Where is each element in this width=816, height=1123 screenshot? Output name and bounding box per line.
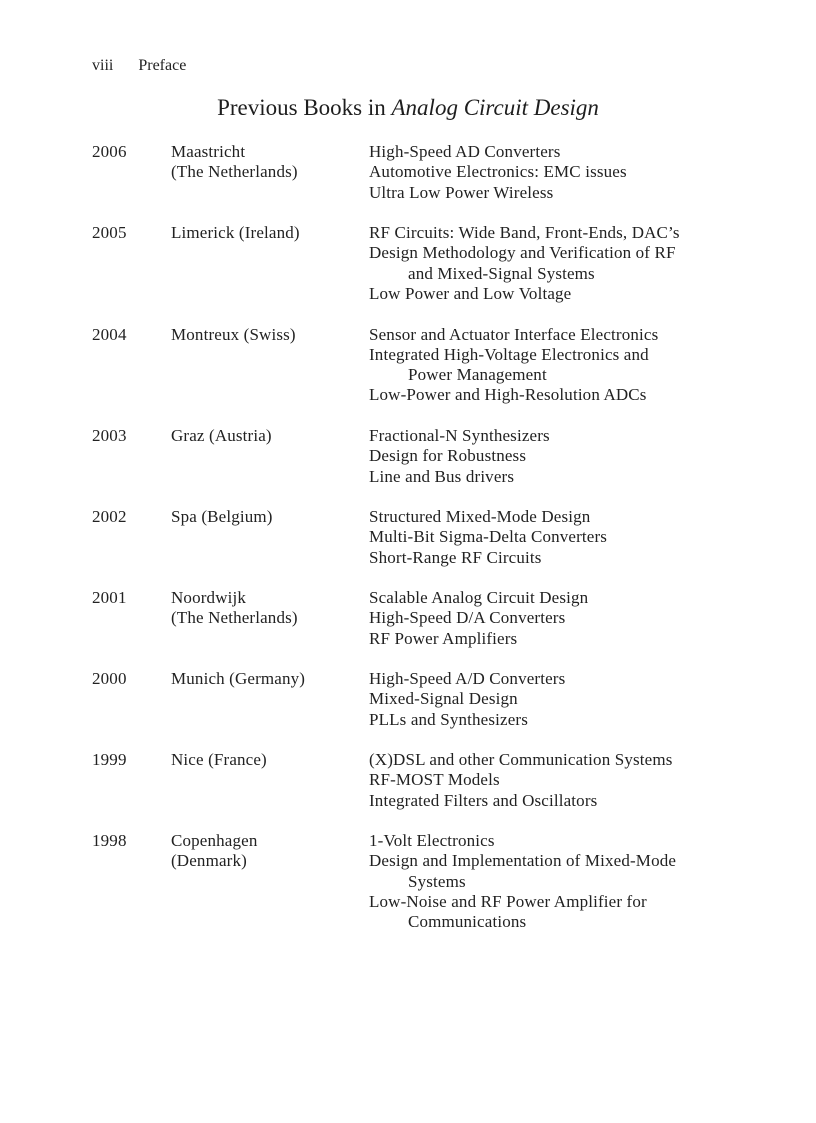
book-entry	[0, 426, 816, 507]
place-line: Maastricht	[171, 142, 246, 161]
section-title: Preface	[138, 57, 187, 74]
topic-item	[369, 710, 789, 730]
book-list	[0, 142, 816, 932]
topic-item	[369, 831, 789, 851]
entry-year: 1998	[92, 831, 127, 850]
entry-place	[171, 142, 298, 183]
topic-item	[369, 548, 789, 568]
place-line: (The Netherlands)	[171, 608, 298, 628]
topic-item	[369, 892, 789, 933]
entry-topics	[369, 669, 789, 730]
entry-place	[171, 325, 296, 345]
topic-continuation-line: Systems	[408, 871, 466, 891]
page-number: viii	[92, 57, 114, 74]
entry-topics	[369, 426, 789, 487]
entry-year: 2004	[92, 324, 127, 344]
entry-year: 2005	[92, 223, 127, 242]
place-line: Munich (Germany)	[171, 669, 306, 688]
topic-line: Ultra Low Power Wireless	[369, 182, 554, 202]
topic-item	[369, 851, 789, 892]
book-entry	[0, 142, 816, 223]
topic-line: RF Power Amplifiers	[369, 628, 518, 648]
topic-line: Design and Implementation of Mixed-Mode	[369, 851, 677, 871]
place-line: Limerick (Ireland)	[171, 223, 300, 242]
book-entry	[0, 669, 816, 750]
topic-item	[369, 750, 789, 770]
entry-place	[171, 669, 305, 689]
topic-line: Multi-Bit Sigma-Delta Converters	[369, 527, 608, 547]
topic-item	[369, 507, 789, 527]
topic-item	[369, 385, 789, 405]
topic-line: High-Speed A/D Converters	[369, 669, 566, 688]
topic-line: Low-Power and High-Resolution ADCs	[369, 385, 647, 405]
topic-line: High-Speed D/A Converters	[369, 608, 566, 628]
topic-item	[369, 629, 789, 649]
topic-continuation-line: and Mixed-Signal Systems	[408, 263, 595, 283]
topic-line: Automotive Electronics: EMC issues	[369, 162, 627, 182]
book-entry	[0, 750, 816, 831]
topic-line: Scalable Analog Circuit Design	[369, 588, 589, 607]
entry-place	[171, 507, 273, 527]
entry-place	[171, 831, 257, 872]
topic-item	[369, 325, 789, 345]
entry-topics	[369, 142, 789, 203]
topic-item	[369, 588, 789, 608]
topic-item	[369, 608, 789, 628]
topic-item	[369, 162, 789, 182]
book-entry	[0, 507, 816, 588]
topic-item	[369, 142, 789, 162]
topic-line: Short-Range RF Circuits	[369, 547, 542, 567]
entry-year: 2002	[92, 507, 127, 526]
topic-line: Integrated Filters and Oscillators	[369, 790, 598, 810]
topic-line: (X)DSL and other Communication Systems	[369, 750, 673, 769]
topic-item	[369, 243, 789, 284]
entry-place	[171, 750, 267, 770]
entry-place	[171, 223, 300, 243]
topic-item	[369, 223, 789, 243]
place-line: Spa (Belgium)	[171, 507, 273, 526]
topic-line: 1-Volt Electronics	[369, 831, 495, 850]
topic-line: Design for Robustness	[369, 446, 527, 466]
topic-item	[369, 345, 789, 386]
entry-year: 1999	[92, 750, 127, 769]
topic-item	[369, 467, 789, 487]
topic-item	[369, 689, 789, 709]
place-line: Nice (France)	[171, 750, 267, 769]
topic-item	[369, 669, 789, 689]
place-line: (Denmark)	[171, 851, 247, 871]
place-line: Copenhagen	[171, 831, 258, 850]
topic-line: Fractional-N Synthesizers	[369, 426, 550, 445]
entry-topics	[369, 750, 789, 811]
title-prefix: Previous Books in	[217, 95, 392, 120]
place-line: (The Netherlands)	[171, 162, 298, 182]
topic-line: RF Circuits: Wide Band, Front-Ends, DAC’s	[369, 223, 680, 242]
running-head	[92, 56, 186, 76]
topic-line: Sensor and Actuator Interface Electronics	[369, 324, 659, 344]
topic-item	[369, 284, 789, 304]
topic-line: Mixed-Signal Design	[369, 689, 518, 709]
series-title: Analog Circuit Design	[391, 95, 599, 120]
entry-year: 2000	[92, 669, 127, 688]
topic-continuation-line: Power Management	[408, 365, 547, 385]
place-line: Graz (Austria)	[171, 426, 272, 445]
entry-year: 2001	[92, 588, 127, 607]
entry-topics	[369, 588, 789, 649]
topic-line: Line and Bus drivers	[369, 466, 515, 486]
topic-line: Low-Noise and RF Power Amplifier for	[369, 891, 647, 911]
topic-item	[369, 791, 789, 811]
book-entry	[0, 831, 816, 932]
topic-line: High-Speed AD Converters	[369, 142, 561, 161]
topic-line: RF-MOST Models	[369, 770, 500, 790]
entry-topics	[369, 507, 789, 568]
entry-place	[171, 426, 272, 446]
book-entry	[0, 588, 816, 669]
page-title	[0, 94, 816, 122]
entry-year: 2006	[92, 142, 127, 161]
entry-year: 2003	[92, 426, 127, 445]
place-line: Montreux (Swiss)	[171, 324, 296, 344]
topic-item	[369, 426, 789, 446]
book-entry	[0, 223, 816, 325]
place-line: Noordwijk	[171, 588, 247, 607]
entry-topics	[369, 223, 789, 304]
topic-line: Low Power and Low Voltage	[369, 283, 572, 303]
topic-item	[369, 446, 789, 466]
topic-item	[369, 770, 789, 790]
topic-item	[369, 527, 789, 547]
entry-place	[171, 588, 298, 629]
topic-line: Integrated High-Voltage Electronics and	[369, 344, 649, 364]
book-entry	[0, 325, 816, 427]
entry-topics	[369, 325, 789, 406]
topic-line: PLLs and Synthesizers	[369, 709, 528, 729]
entry-topics	[369, 831, 789, 932]
topic-item	[369, 183, 789, 203]
topic-continuation-line: Communications	[408, 912, 527, 932]
topic-line: Structured Mixed-Mode Design	[369, 507, 591, 526]
topic-line: Design Methodology and Verification of RF	[369, 243, 676, 263]
